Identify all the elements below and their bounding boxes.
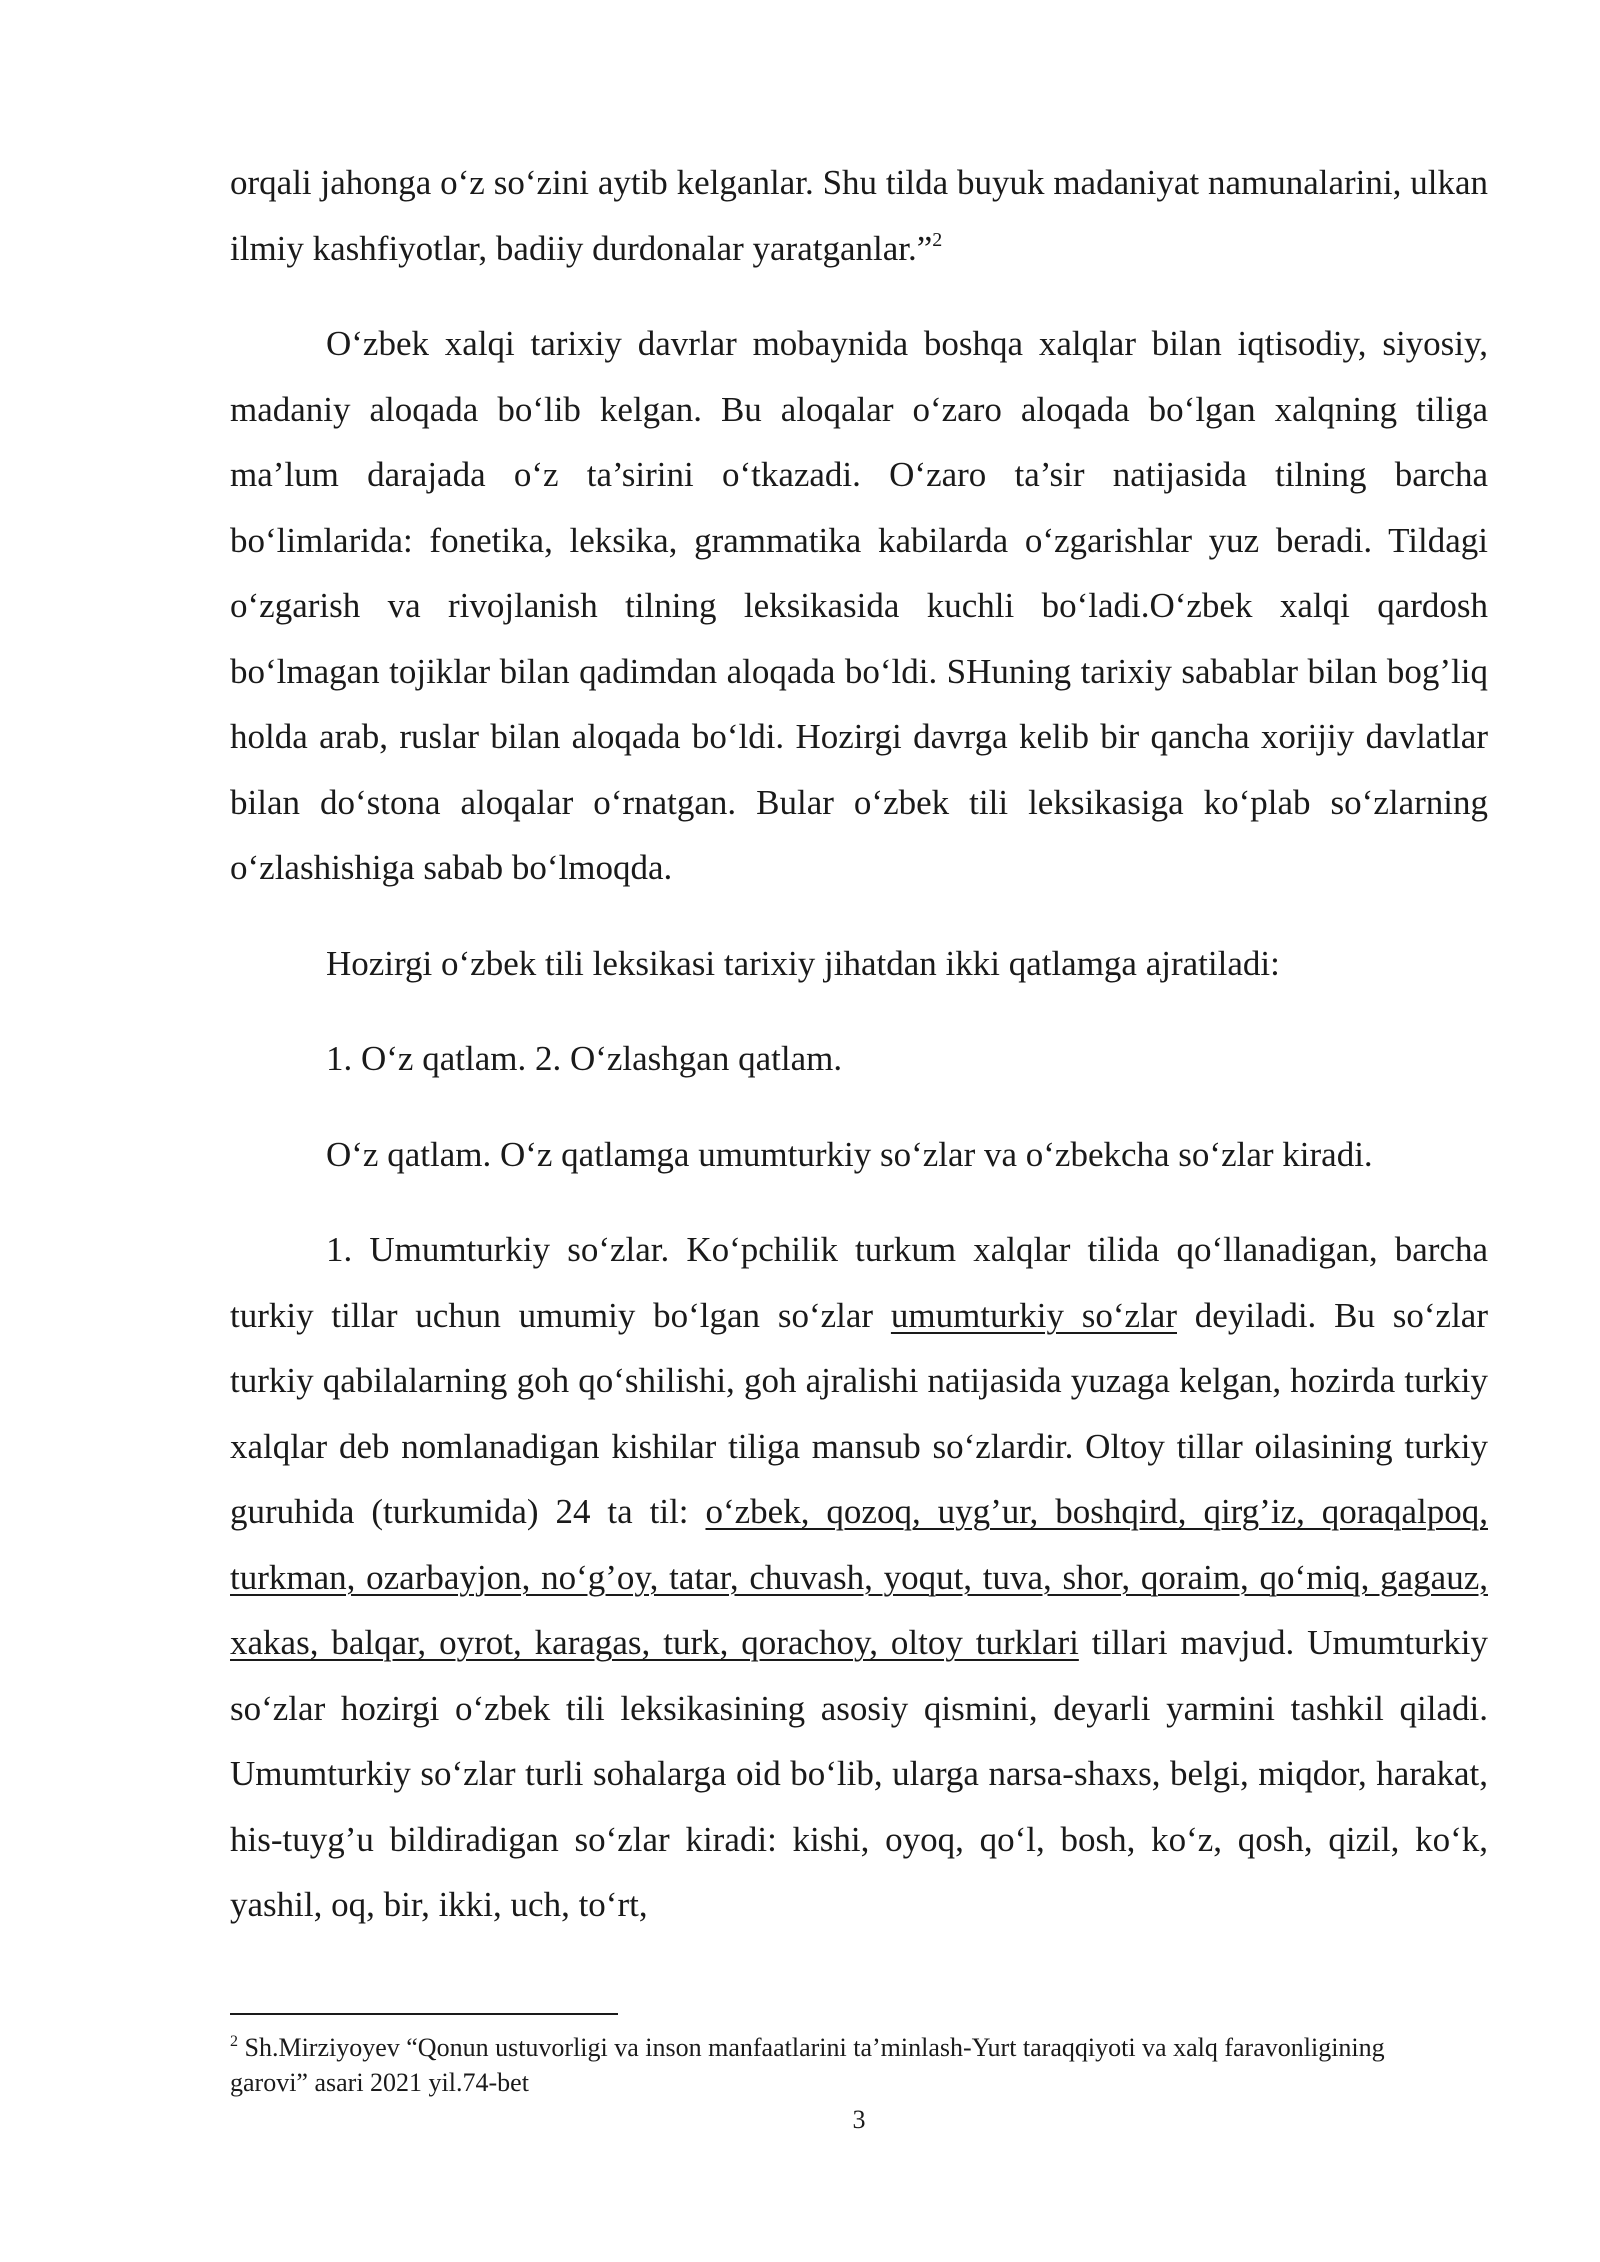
paragraph-text: orqali jahonga o‘z so‘zini aytib kelganlar. Shu tilda buyuk madaniyat namunalarini, ulkan ilmiy kashfiyotlar, badiiy durdonalar yaratganlar.” [230, 163, 1488, 268]
paragraph-common-turkic [230, 1217, 1488, 1938]
footnote-text: Sh.Mirziyoyev “Qonun ustuvorligi va inson manfaatlarini ta’minlash-Yurt taraqqiyoti va xalq faravonligining garovi” asari 2021 yil.74-bet [230, 2033, 1385, 2097]
footnote-reference[interactable]: 2 [932, 228, 943, 251]
underlined-term: umumturkiy so‘zlar [890, 1295, 1177, 1335]
footnote-number: 2 [230, 2033, 238, 2050]
paragraph-continuation [230, 150, 1488, 281]
paragraph-lexicon-layers: Hozirgi o‘zbek tili leksikasi tarixiy jihatdan ikki qatlamga ajratiladi: [326, 943, 1280, 983]
page-number: 3 [852, 2105, 866, 2134]
paragraph-own-layer: O‘z qatlam. O‘z qatlamga umumturkiy so‘zlar va o‘zbekcha so‘zlar kiradi. [326, 1134, 1373, 1174]
paragraph-uzbek-contacts: O‘zbek xalqi tarixiy davrlar mobaynida boshqa xalqlar bilan iqtisodiy, siyosiy, madaniy aloqada bo‘lib kelgan. Bu aloqalar o‘zaro aloqada bo‘lgan xalqning tiliga ma’lum darajada o‘z ta’sirini o‘tkazadi. O‘zaro ta’sir natijasida tilning barcha bo‘limlarida: fonetika, leksika, grammatika kabilarda o‘zgarishlar yuz beradi. Tildagi o‘zgarish va rivojlanish tilning leksikasida kuchli bo‘ladi.O‘zbek xalqi qardosh bo‘lmagan tojiklar bilan qadimdan aloqada bo‘ldi. SHuning tarixiy sabablar bilan bog’liq holda arab, ruslar bilan aloqada bo‘ldi. Hozirgi davrga kelib bir qancha xorijiy davlatlar bilan do‘stona aloqalar o‘rnatgan. Bular o‘zbek tili leksikasiga ko‘plab so‘zlarning o‘zlashishiga sabab bo‘lmoqda. [230, 324, 1488, 887]
paragraph-layer-list: 1. O‘z qatlam. 2. O‘zlashgan qatlam. [326, 1039, 843, 1078]
underlined-language-list: o‘zbek, qozoq, uyg’ur, boshqird, qirg’iz, qoraqalpoq, turkman, ozarbayjon, no‘g’oy, tatar, chuvash, yoqut, tuva, shor, qoraim, qo‘miq, gagauz, xakas, balqar, oyrot, karagas, turk, qorachoy, oltoy turklari [230, 1492, 1488, 1662]
footnote-separator [230, 2013, 618, 2015]
paragraph-text: deyiladi. Bu so‘zlar turkiy qabilalarning goh qo‘shilishi, goh ajralishi natijasida yuzaga kelgan, hozirda turkiy xalqlar deb nomlanadigan kishilar tiliga mansub so‘zlardir. Oltoy tillar oilasining turkiy guruhida (turkumida) 24 ta til: [230, 1295, 1488, 1531]
footnote [230, 2030, 1430, 2100]
paragraph-text: 1. Umumturkiy so‘zlar. Ko‘pchilik turkum xalqlar tilida qo‘llanadigan, barcha turkiy tillar uchun umumiy bo‘lgan so‘zlar [230, 1230, 1488, 1335]
paragraph-text: tillari mavjud. Umumturkiy so‘zlar hozirgi o‘zbek tili leksikasining asosiy qismini, deyarli yarmini tashkil qiladi. Umumturkiy so‘zlar turli sohalarga oid bo‘lib, ularga narsa-shaxs, belgi, miqdor, harakat, his-tuyg’u bildiradigan so‘zlar kiradi: kishi, oyoq, qo‘l, bosh, ko‘z, qosh, qizil, ko‘k, yashil, oq, bir, ikki, uch, to‘rt, [230, 1623, 1488, 1924]
document-body [230, 150, 1488, 1938]
